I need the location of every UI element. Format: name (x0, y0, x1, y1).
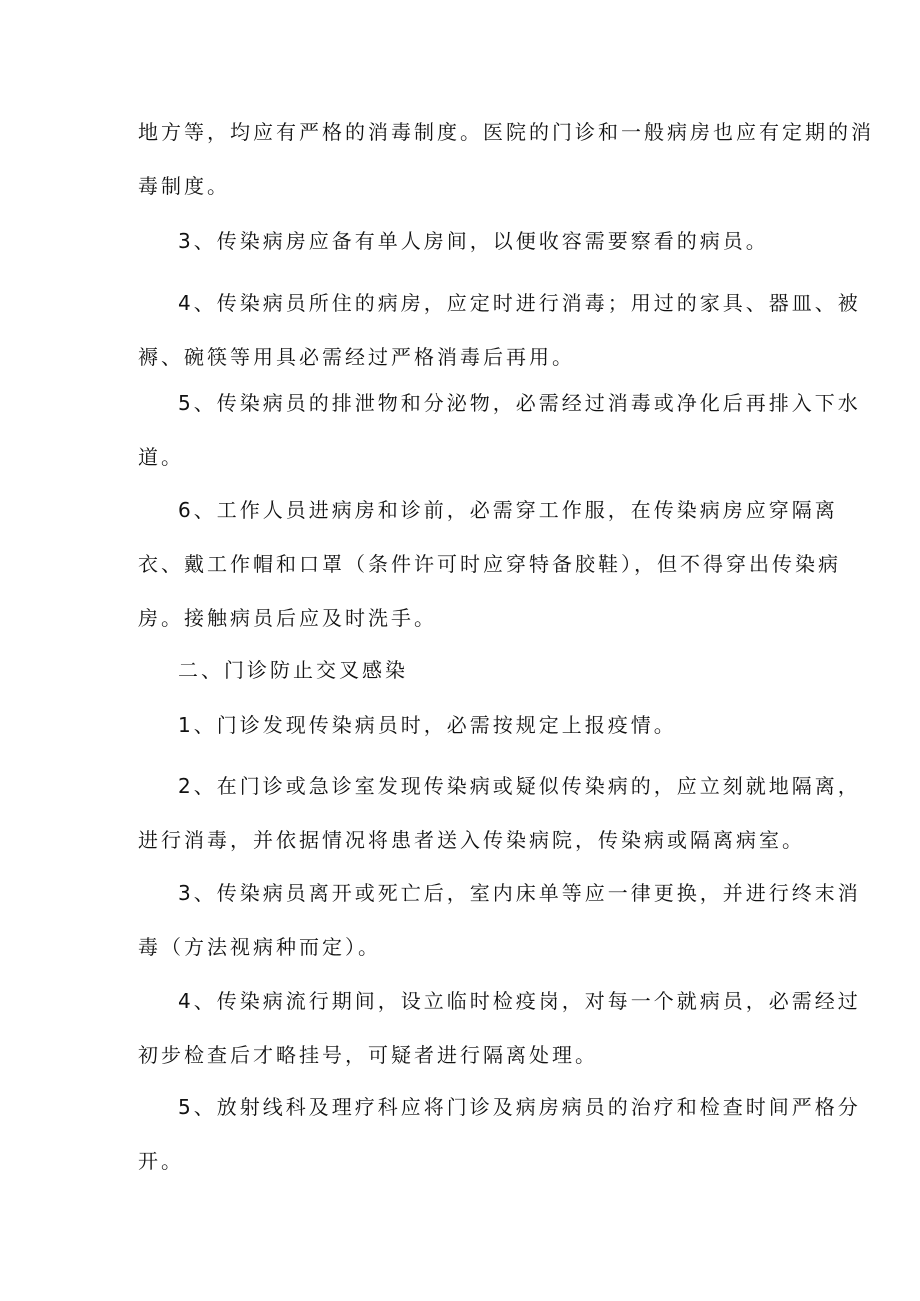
text-line: 地方等，均应有严格的消毒制度。医院的门诊和一般病房也应有定期的消 (138, 120, 874, 144)
paragraph-outpatient-item-4 (138, 974, 861, 1082)
text-line: 3、传染病房应备有单人房间，以便收容需要察看的病员。 (178, 229, 769, 253)
paragraph-outpatient-item-2 (138, 759, 861, 867)
text-line: 4、传染病流行期间，设立临时检疫岗，对每一个就病员，必需经过 (178, 989, 861, 1013)
text-line: 4、传染病员所住的病房，应定时进行消毒；用过的家具、器皿、被 (178, 291, 861, 315)
text-line: 开。 (138, 1149, 184, 1173)
text-line: 房。接触病员后应及时洗手。 (138, 606, 437, 630)
section-heading: 二、门诊防止交叉感染 (178, 658, 408, 682)
text-line: 毒制度。 (138, 174, 230, 198)
paragraph-outpatient-item-5 (138, 1080, 861, 1188)
text-line: 5、放射线科及理疗科应将门诊及病房病员的治疗和检查时间严格分 (178, 1095, 861, 1119)
paragraph-outpatient-item-3 (138, 866, 861, 974)
paragraph-disinfection-system (138, 105, 874, 213)
text-line: 毒（方法视病种而定）。 (138, 935, 381, 959)
text-line: 2、在门诊或急诊室发现传染病或疑似传染病的，应立刻就地隔离， (178, 774, 861, 798)
section-heading-outpatient (138, 643, 788, 697)
text-line: 3、传染病员离开或死亡后，室内床单等应一律更换，并进行终末消 (178, 881, 861, 905)
text-line: 6、工作人员进病房和诊前，必需穿工作服，在传染病房应穿隔离 (178, 498, 838, 522)
text-line: 道。 (138, 445, 184, 469)
text-line: 褥、碗筷等用具必需经过严格消毒后再用。 (138, 345, 575, 369)
paragraph-outpatient-item-1 (138, 698, 788, 752)
text-line: 初步检查后才略挂号，可疑者进行隔离处理。 (138, 1043, 598, 1067)
paragraph-item-6-staff-clothing (138, 483, 841, 645)
text-line: 1、门诊发现传染病员时，必需按规定上报疫情。 (178, 713, 677, 737)
text-line: 进行消毒，并依据情况将患者送入传染病院，传染病或隔离病室。 (138, 828, 805, 852)
text-line: 衣、戴工作帽和口罩（条件许可时应穿特备胶鞋），但不得穿出传染病 (138, 552, 841, 576)
text-line: 5、传染病员的排泄物和分泌物，必需经过消毒或净化后再排入下水 (178, 391, 861, 415)
paragraph-item-4-ward-disinfection (138, 276, 861, 384)
paragraph-item-3-single-rooms (138, 214, 788, 268)
paragraph-item-5-excreta (138, 376, 861, 484)
